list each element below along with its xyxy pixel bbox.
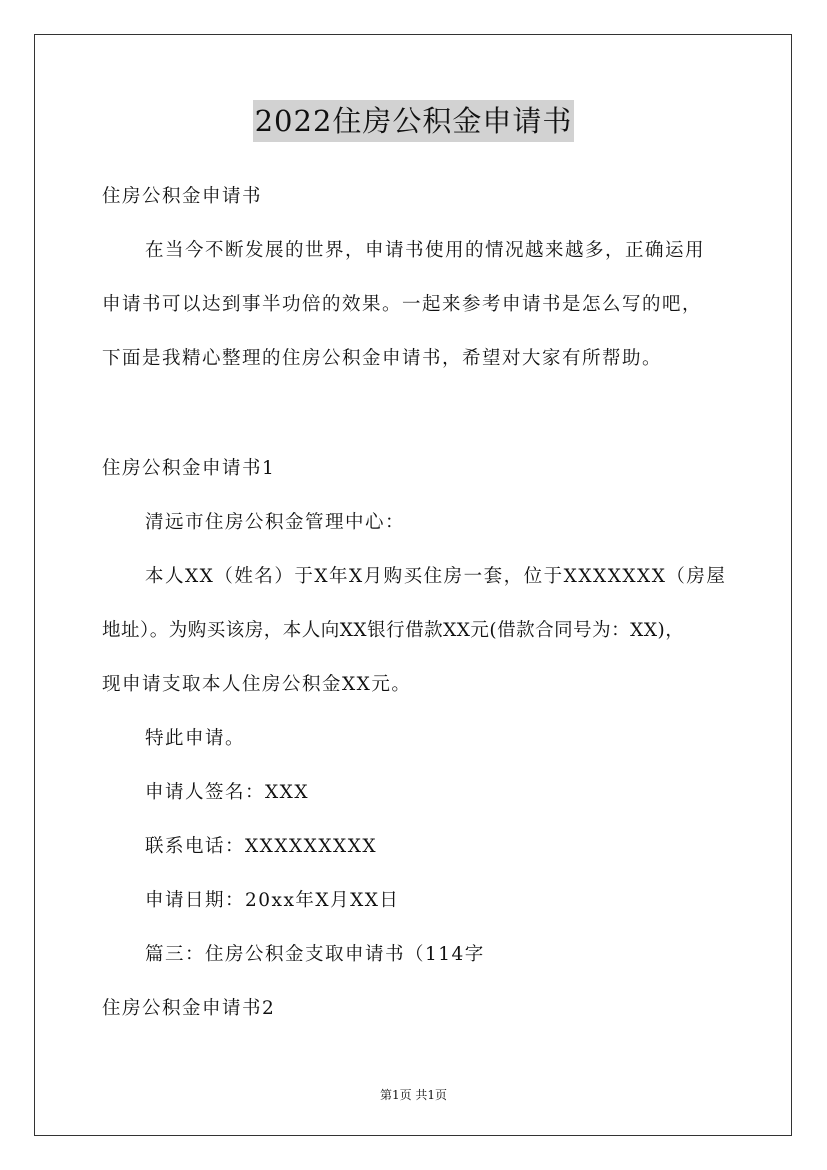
page-footer: 第1页 共1页 bbox=[379, 1088, 448, 1102]
body-line-2: 地址）。为购买该房，本人向XX银行借款XX元(借款合同号为：XX)， bbox=[102, 620, 685, 641]
salutation: 清远市住房公积金管理中心： bbox=[145, 512, 406, 533]
title-container bbox=[0, 100, 827, 142]
section-1-title: 住房公积金申请书1 bbox=[102, 458, 276, 479]
intro-line-1: 在当今不断发展的世界，申请书使用的情况越来越多，正确运用 bbox=[145, 240, 706, 261]
body-line-3: 现申请支取本人住房公积金XX元。 bbox=[102, 674, 412, 695]
document-heading: 住房公积金申请书 bbox=[102, 186, 263, 207]
body-line-1: 本人XX（姓名）于X年X月购买住房一套，位于XXXXXXX（房屋 bbox=[145, 566, 727, 587]
part-3-line: 篇三：住房公积金支取申请书（114字 bbox=[145, 944, 485, 965]
date-line: 申请日期：20xx年X月XX日 bbox=[145, 890, 400, 911]
closing-text: 特此申请。 bbox=[145, 728, 246, 749]
intro-line-2: 申请书可以达到事半功倍的效果。一起来参考申请书是怎么写的吧， bbox=[102, 294, 703, 315]
document-title: 2022住房公积金申请书 bbox=[253, 100, 575, 142]
signature-line: 申请人签名：XXX bbox=[145, 782, 310, 803]
section-2-title: 住房公积金申请书2 bbox=[102, 998, 276, 1019]
phone-line: 联系电话：XXXXXXXXX bbox=[145, 836, 378, 857]
intro-line-3: 下面是我精心整理的住房公积金申请书，希望对大家有所帮助。 bbox=[102, 348, 663, 369]
